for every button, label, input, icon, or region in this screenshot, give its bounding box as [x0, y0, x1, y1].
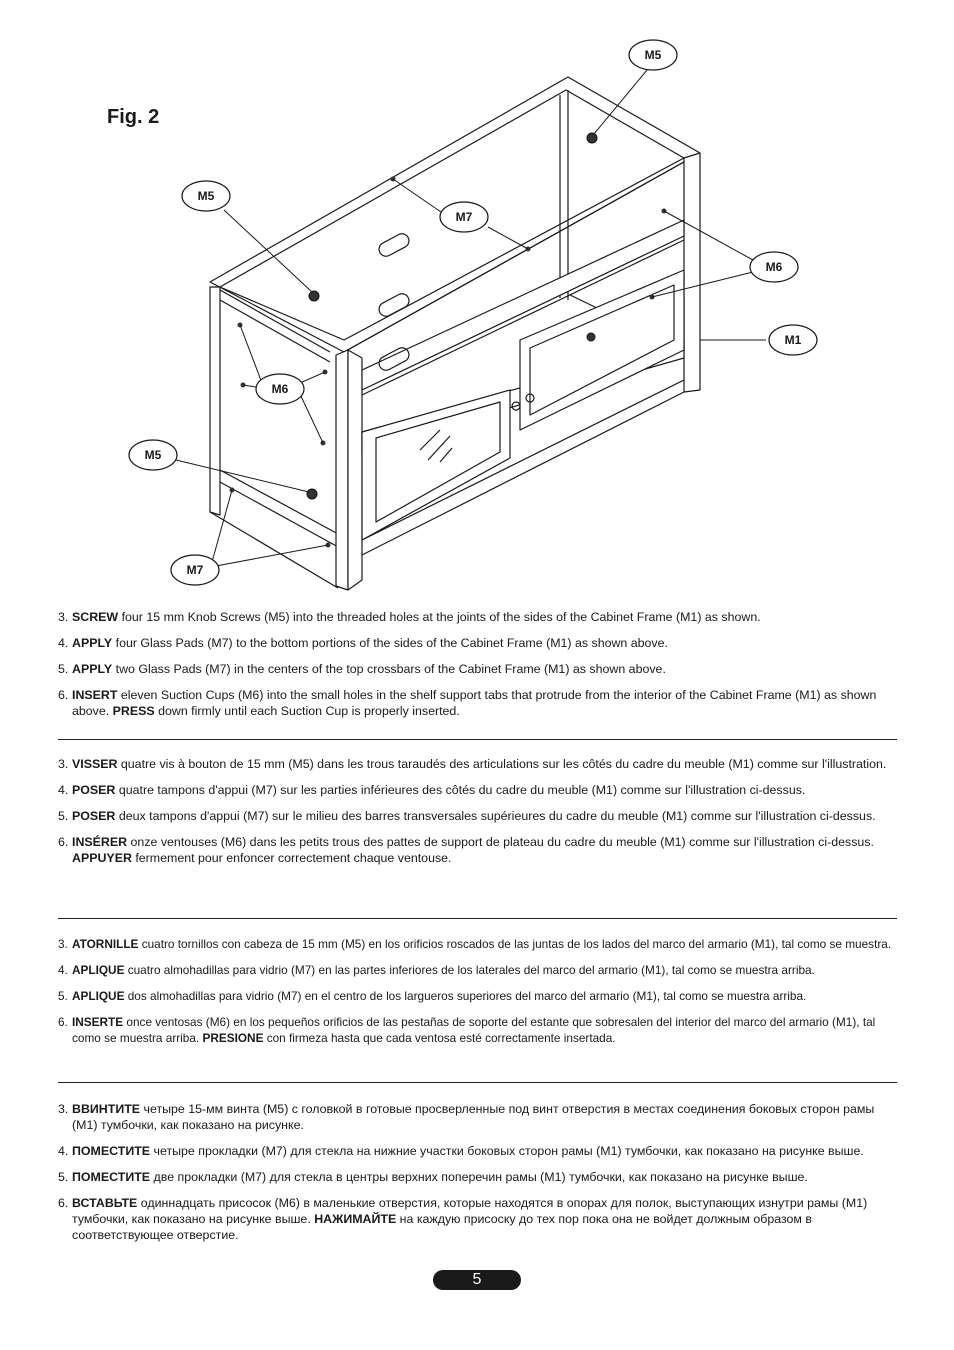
instruction-step: 4. ПОМЕСТИТЕ четыре прокладки (M7) для стекла на нижние участки боковых сторон рамы (M1) тумбочки, как показано на рисунке выше. — [58, 1144, 864, 1158]
instruction-step: 6. INSERTE once ventosas (M6) en los pequeños orificios de las pestañas de soporte del estante que sobresalen del interior del marco del armario (M1), tal como se muestra arriba. PRESIONE con firmeza hasta que cada ventosa esté correctamente insertada. — [58, 1015, 876, 1045]
instruction-step: 4. APPLY four Glass Pads (M7) to the bottom portions of the sides of the Cabinet Frame (M1) as shown above. — [58, 636, 668, 650]
callout-label: M6 — [271, 382, 289, 396]
instruction-step: 6. INSÉRER onze ventouses (M6) dans les petits trous des pattes de support de plateau du cadre du meuble (M1) comme sur l'illustration ci-dessus. APPUYER fermement pour enfoncer correctement chaque ventouse. — [58, 835, 874, 865]
callout-label: M7 — [455, 210, 473, 224]
instruction-step: 3. VISSER quatre vis à bouton de 15 mm (M5) dans les trous taraudés des articulations sur les côtés du cadre du meuble (M1) comme sur l'illustration. — [58, 757, 887, 771]
instructions-russian — [58, 1101, 898, 1243]
instruction-step: 6. ВСТАВЬТЕ одиннадцать присосок (M6) в маленькие отверстия, которые находятся в опорах для полок, выступающих изнутри рамы (M1) тумбочки, как показано на рисунке выше. НАЖИМАЙТЕ на каждую присоску до тех пор пока она не войдет должным образом в соответствующее отверстие. — [58, 1196, 868, 1242]
page-number: 5 — [433, 1270, 521, 1290]
instruction-step: 5. ПОМЕСТИТЕ две прокладки (M7) для стекла в центры верхних поперечин рамы (M1) тумбочки, как показано на рисунке выше. — [58, 1170, 808, 1184]
instruction-step: 4. APLIQUE cuatro almohadillas para vidrio (M7) en las partes inferiores de los laterales del marco del armario (M1), tal como se muestra arriba. — [58, 963, 815, 977]
callout-label: M5 — [197, 189, 215, 203]
instruction-step: 6. INSERT eleven Suction Cups (M6) into the small holes in the shelf support tabs that protrude from the interior of the Cabinet Frame (M1) as shown above. PRESS down firmly until each Suction Cup is properly inserted. — [58, 688, 877, 718]
instruction-step: 5. POSER deux tampons d'appui (M7) sur le milieu des barres transversales supérieures du cadre du meuble (M1) comme sur l'illustration ci-dessus. — [58, 809, 876, 823]
instruction-step: 4. POSER quatre tampons d'appui (M7) sur les parties inférieures des côtés du cadre du meuble (M1) comme sur l'illustration ci-dessus. — [58, 783, 806, 797]
section-divider — [58, 1082, 897, 1083]
instructions-french — [58, 756, 898, 866]
callout-label: M5 — [144, 448, 162, 462]
callout-label: M5 — [644, 48, 662, 62]
section-divider — [58, 918, 897, 919]
instruction-step: 5. APLIQUE dos almohadillas para vidrio (M7) en el centro de los largueros superiores del marco del armario (M1), tal como se muestra arriba. — [58, 989, 807, 1003]
callout-label: M6 — [765, 260, 783, 274]
cabinet-front-leg-left — [336, 350, 362, 590]
instructions-english — [58, 609, 898, 719]
instructions-spanish — [58, 936, 898, 1046]
callout-label: M1 — [784, 333, 802, 347]
instruction-step: 5. APPLY two Glass Pads (M7) in the centers of the top crossbars of the Cabinet Frame (M1) as shown above. — [58, 662, 666, 676]
instruction-step: 3. ATORNILLE cuatro tornillos con cabeza de 15 mm (M5) en los orificios roscados de las juntas de los lados del marco del armario (M1), tal como se muestra. — [58, 937, 892, 951]
callout-label: M7 — [186, 563, 204, 577]
instruction-step: 3. ВВИНТИТЕ четыре 15-мм винта (M5) с головкой в готовые просверленные под винт отверстия в местах соединения боковых сторон рамы (M1) тумбочки, как показано на рисунке. — [58, 1102, 875, 1132]
section-divider — [58, 739, 897, 740]
figure-title: Fig. 2 — [107, 106, 160, 128]
cabinet-frame-diagram — [0, 0, 954, 600]
instruction-step: 3. SCREW four 15 mm Knob Screws (M5) into the threaded holes at the joints of the sides of the Cabinet Frame (M1) as shown. — [58, 610, 761, 624]
